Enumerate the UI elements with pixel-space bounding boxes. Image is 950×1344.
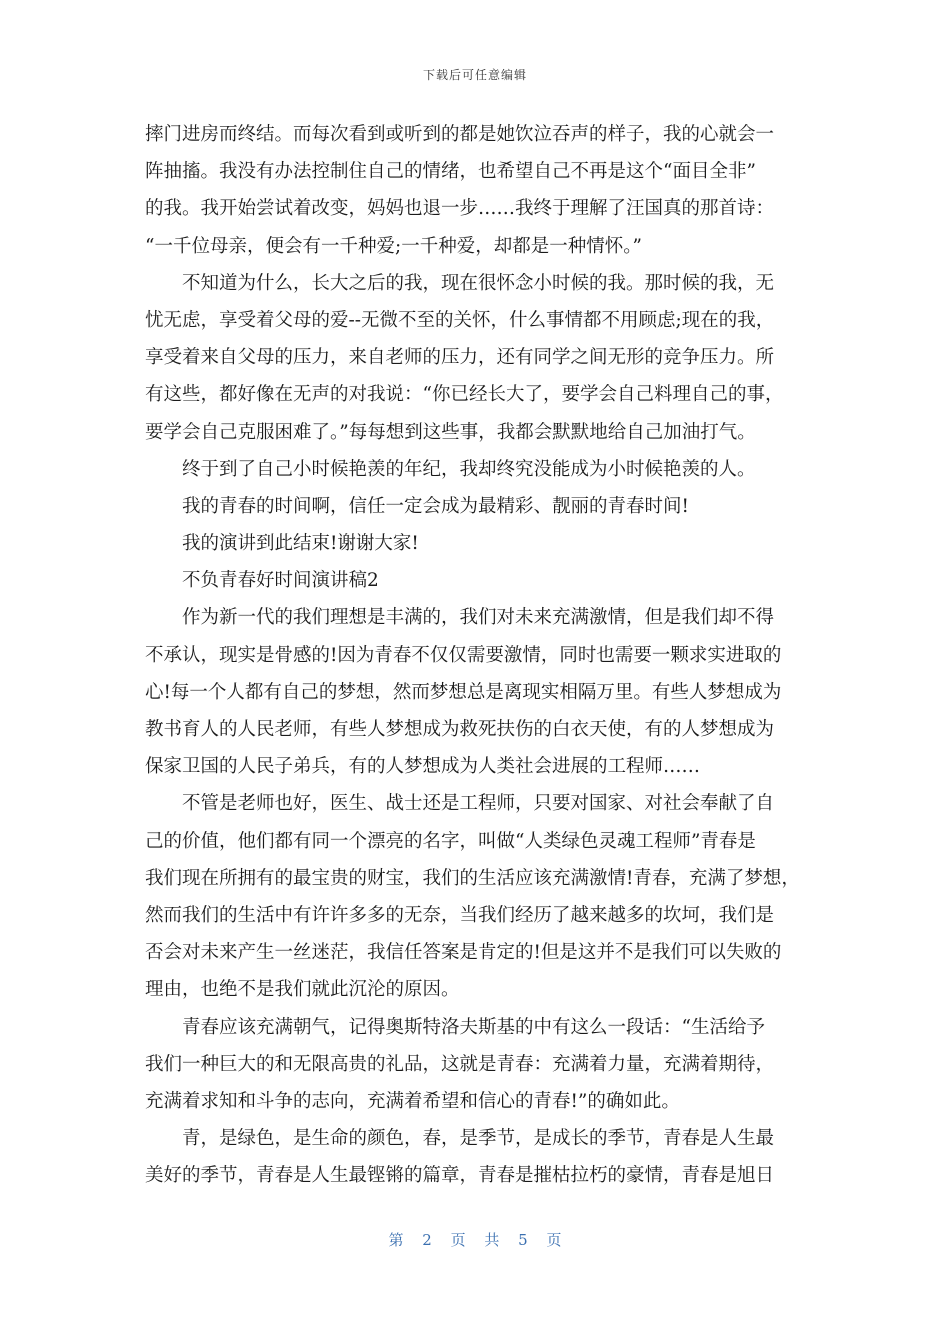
text-line: 理由，也绝不是我们就此沉沦的原因。 — [145, 979, 460, 1001]
text-line: 享受着来自父母的压力，来自老师的压力，还有同学之间无形的竞争压力。所 — [145, 347, 775, 369]
text-line: 然而我们的生活中有许许多多的无奈，当我们经历了越来越多的坎坷，我们是 — [145, 904, 775, 926]
text-line: 青，是绿色，是生命的颜色，春，是季节，是成长的季节，青春是人生最 — [182, 1128, 775, 1150]
text-line: 有这些，都好像在无声的对我说：“你已经长大了，要学会自己料理自己的事， — [145, 384, 784, 406]
text-line: 保家卫国的人民子弟兵，有的人梦想成为人类社会进展的工程师…… — [145, 756, 701, 778]
text-line: 的我。我开始尝试着改变，妈妈也退一步……我终于理解了汪国真的那首诗： — [145, 198, 775, 220]
text-line: 不管是老师也好，医生、战士还是工程师，只要对国家、对社会奉献了自 — [182, 793, 775, 815]
text-line: 我的青春的时间啊，信任一定会成为最精彩、靓丽的青春时间! — [182, 495, 689, 517]
text-line: 不负青春好时间演讲稿2 — [182, 570, 379, 592]
text-line: 我们一种巨大的和无限高贵的礼品，这就是青春：充满着力量，充满着期待， — [145, 1053, 775, 1075]
text-line: 美好的季节，青春是人生最铿锵的篇章，青春是摧枯拉朽的豪情，青春是旭日 — [145, 1165, 775, 1187]
text-line: 忧无虑，享受着父母的爱--无微不至的关怀，什么事情都不用顾虑;现在的我， — [145, 309, 775, 331]
page-header: 下载后可任意编辑 — [422, 68, 527, 82]
text-line: 摔门进房而终结。而每次看到或听到的都是她饮泣吞声的样子，我的心就会一 — [145, 124, 775, 145]
text-line: 我们现在所拥有的最宝贵的财宝，我们的生活应该充满激情!青春，充满了梦想， — [145, 867, 800, 889]
text-line: 充满着求知和斗争的志向，充满着希望和信心的青春!”的确如此。 — [145, 1090, 680, 1112]
text-line: 要学会自己克服困难了。”每每想到这些事，我都会默默地给自己加油打气。 — [145, 421, 756, 443]
text-line: 不知道为什么，长大之后的我，现在很怀念小时候的我。那时候的我，无 — [182, 272, 775, 294]
text-line: 作为新一代的我们理想是丰满的，我们对未来充满激情，但是我们却不得 — [182, 607, 775, 629]
text-line: 我的演讲到此结束!谢谢大家! — [182, 533, 419, 555]
text-line: 阵抽搐。我没有办法控制住自己的情绪，也希望自己不再是这个“面目全非” — [145, 161, 756, 183]
text-line: 终于到了自己小时候艳羡的年纪，我却终究没能成为小时候艳羡的人。 — [182, 458, 756, 480]
text-line: 心!每一个人都有自己的梦想，然而梦想总是离现实相隔万里。有些人梦想成为 — [145, 681, 782, 703]
text-line: 教书育人的人民老师，有些人梦想成为救死扶伤的白衣天使，有的人梦想成为 — [145, 719, 775, 740]
page-number-footer: 第 2 页 共 5 页 — [388, 1231, 562, 1249]
text-line: 不承认，现实是骨感的!因为青春不仅仅需要激情，同时也需要一颗求实进取的 — [145, 644, 782, 666]
document-body — [145, 116, 810, 1194]
text-line: 青春应该充满朝气，记得奥斯特洛夫斯基的中有这么一段话：“生活给予 — [182, 1016, 765, 1038]
text-line: “一千位母亲，便会有一千种爱;一千种爱，却都是一种情怀。” — [145, 235, 642, 257]
text-line: 己的价值，他们都有同一个漂亮的名字，叫做“人类绿色灵魂工程师”青春是 — [145, 830, 756, 852]
text-line: 否会对未来产生一丝迷茫，我信任答案是肯定的!但是这并不是我们可以失败的 — [145, 942, 782, 964]
